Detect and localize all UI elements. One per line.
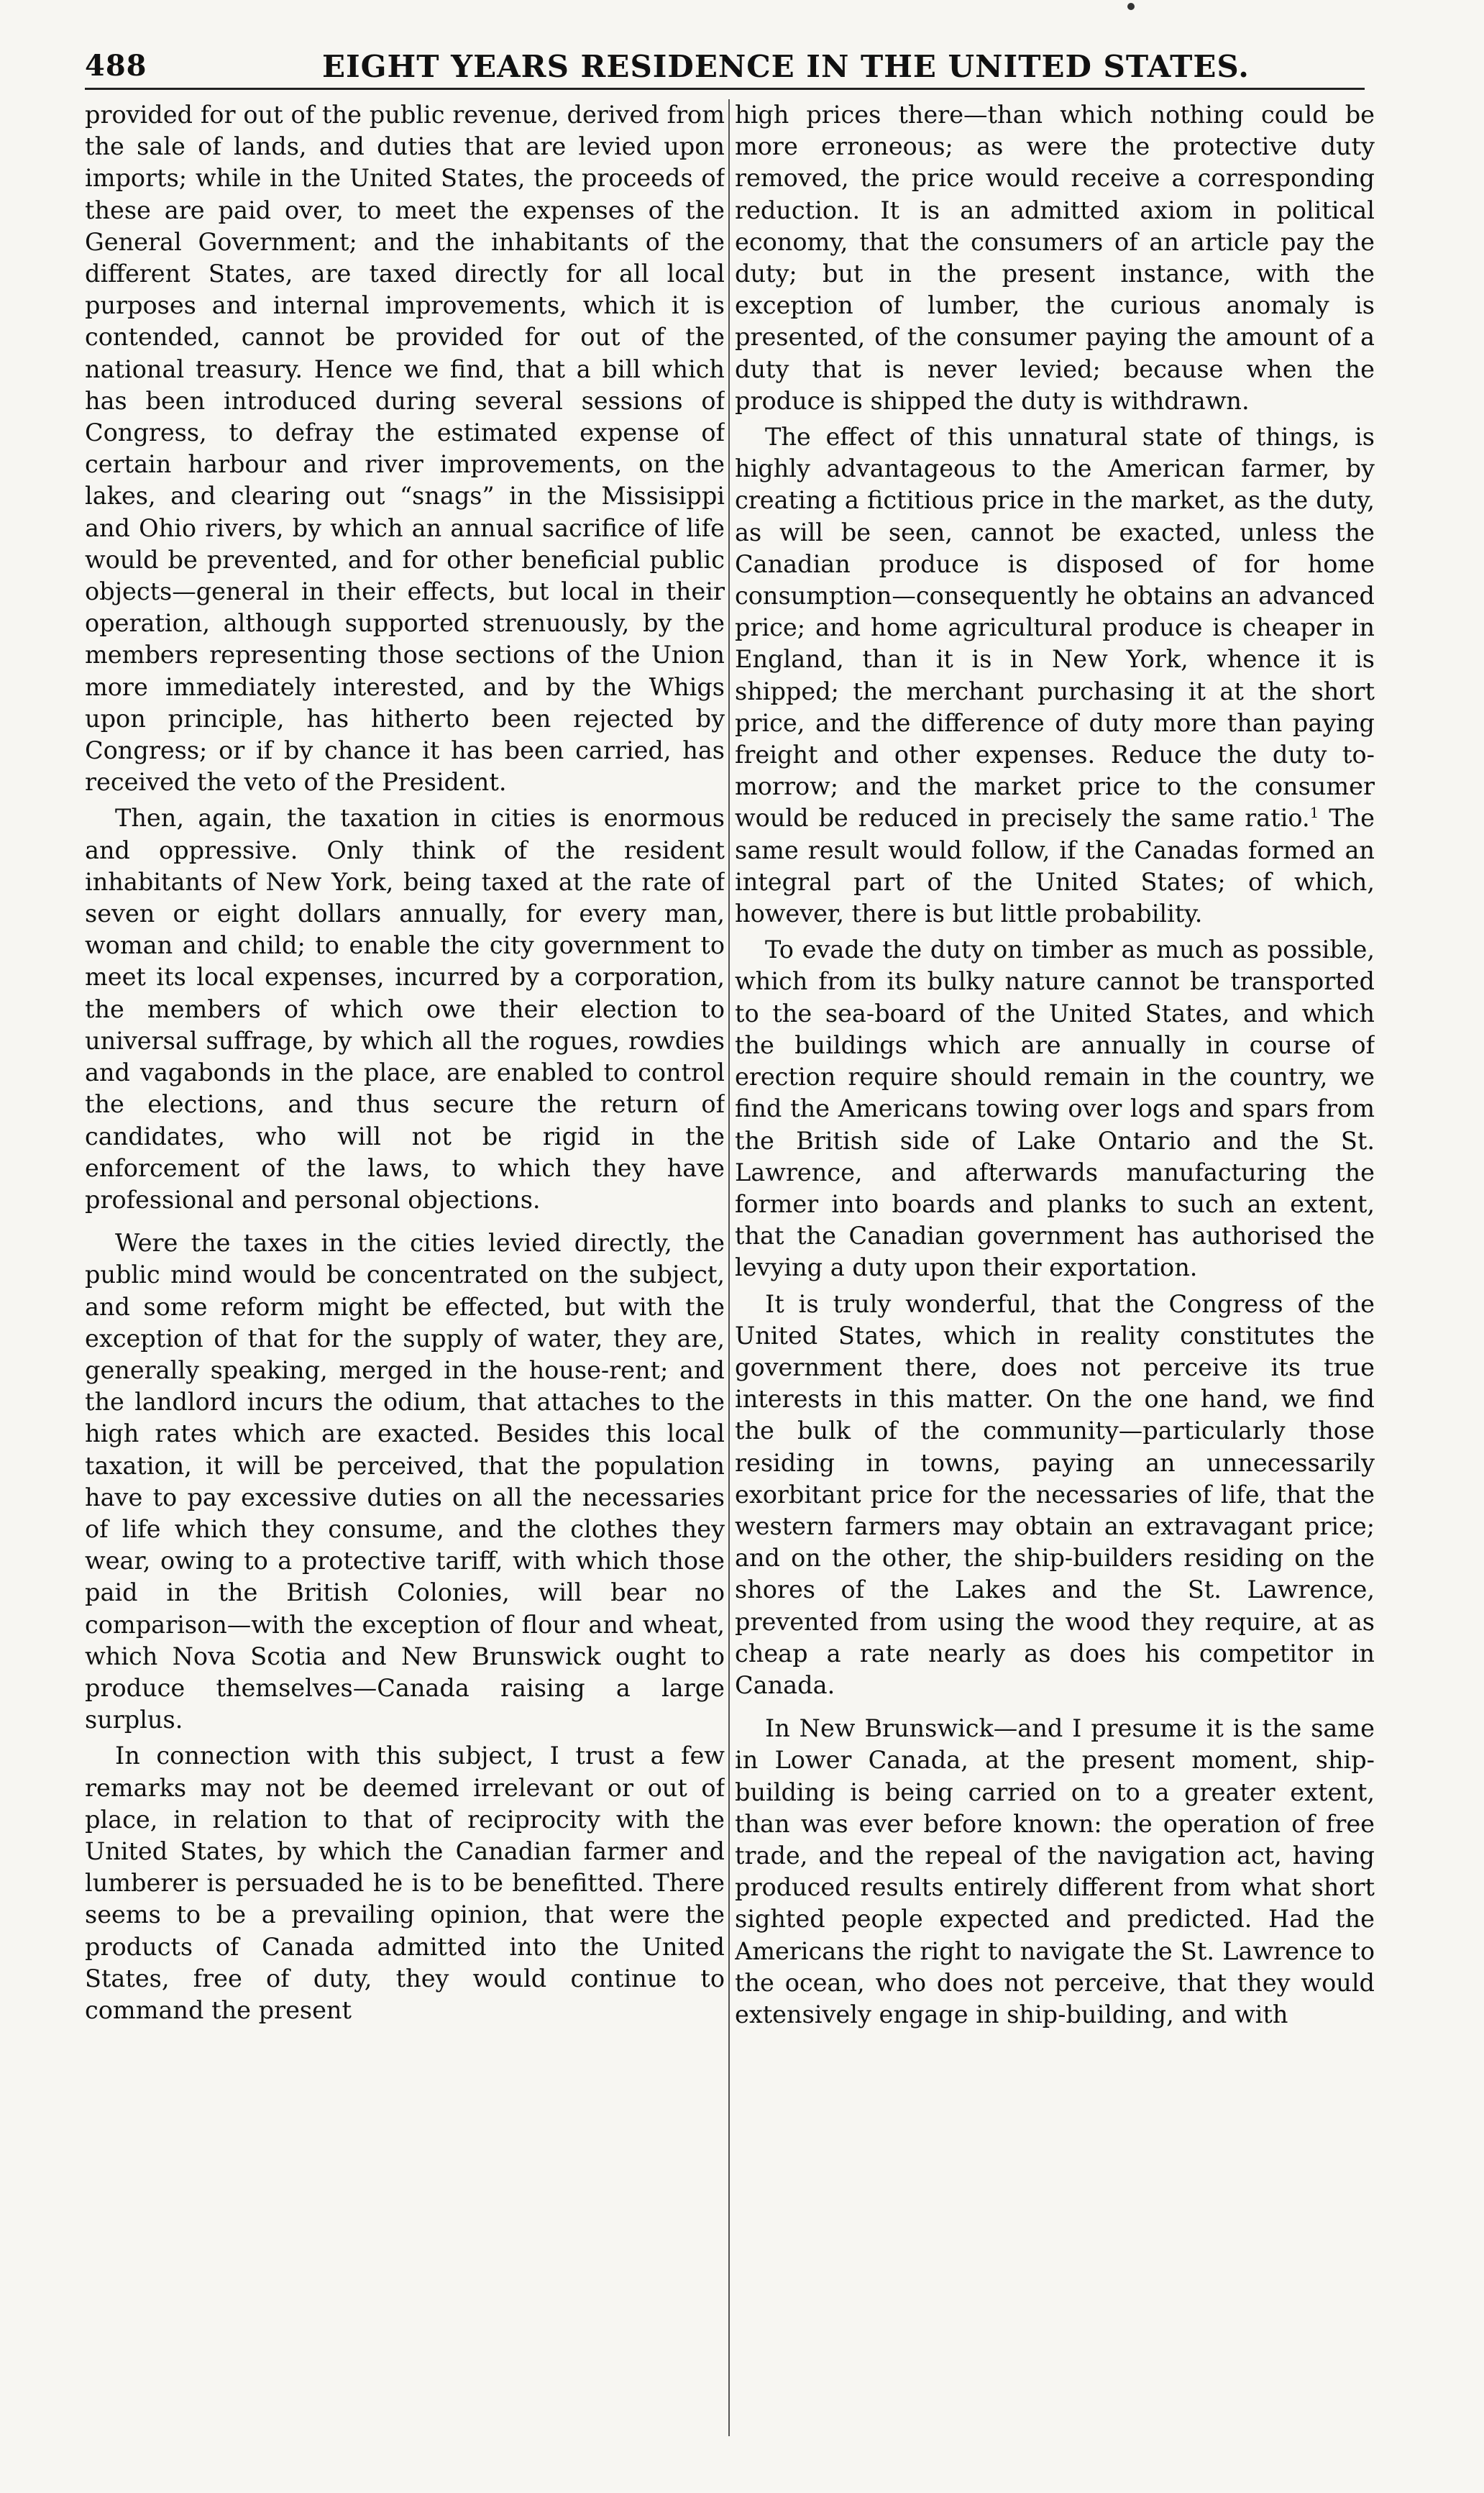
left-column	[85, 99, 725, 2465]
paragraph	[735, 421, 1375, 930]
page-header	[85, 45, 1365, 90]
paragraph: In New Brunswick—and I presume it is the same in Lower Canada, at the present moment, ship-building is being carried on to a greater extent, than was ever before known: the operation of free trade, and the repeal of the navigation act, having produced results entirely different from what short sighted people expected and predicted. Had the Americans the right to navigate the St. Lawrence to the ocean, who does not perceive, that they would extensively engage in ship-building, and with	[735, 1714, 1375, 2028]
paragraph: high prices there—than which nothing could be more erroneous; as were the protective duty removed, the price would receive a corresponding reduction. It is an admitted axiom in political economy, that the consumers of an article pay the duty; but in the present instance, with the exception of lumber, the curious anomaly is presented, of the consumer paying the amount of a duty that is never levied; because when the produce is shipped the duty is withdrawn.	[735, 101, 1375, 415]
paragraph-text: The effect of this unnatural state of things, is highly advantageous to the American farmer, by creating a fictitious price in the market, as the duty, as will be seen, cannot be exacted, unless the Canadian produce is disposed of for home consumption—consequently he obtains an advanced price; and home agricultural produce is cheaper in England, than it is in New York, whence it is shipped; the merchant purchasing it at the short price, and the difference of duty more than paying freight and other expenses. Reduce the duty to-morrow; and the market price to the consumer would be reduced in precisely the same ratio.	[735, 423, 1375, 833]
column-divider	[728, 99, 730, 2436]
paragraph: In connection with this subject, I trust a few remarks may not be deemed irrelevant or out of place, in relation to that of reciprocity with the United States, by which the Canadian farmer and lumberer is persuaded he is to be benefitted. There seems to be a prevailing opinion, that were the products of Canada admitted into the United States, free of duty, they would continue to command the present	[85, 1742, 725, 2024]
ink-speck	[1127, 3, 1135, 10]
page-number: 488	[85, 49, 147, 83]
right-column	[735, 99, 1375, 2465]
footnote-mark[interactable]: 1	[1309, 804, 1319, 822]
paragraph: Then, again, the taxation in cities is enormous and oppressive. Only think of the resident inhabitants of New York, being taxed at the rate of seven or eight dollars annually, for every man, woman and child; to enable the city government to meet its local expenses, incurred by a corporation, the members of which owe their election to universal suffrage, by which all the rogues, rowdies and vagabonds in the place, are enabled to control the elections, and thus secure the return of candidates, who will not be rigid in the enforcement of the laws, to which they have professional and personal objections.	[85, 804, 725, 1214]
paragraph: provided for out of the public revenue, derived from the sale of lands, and duties that are levied upon imports; while in the United States, the proceeds of these are paid over, to meet the expenses of the General Government; and the inhabitants of the different States, are taxed directly for all local purposes and internal improvements, which it is contended, cannot be provided for out of the national treasury. Hence we find, that a bill which has been introduced during several sessions of Congress, to defray the estimated expense of certain harbour and river improvements, on the lakes, and clearing out “snags” in the Missisippi and Ohio rivers, by which an annual sacrifice of life would be prevented, and for other beneficial public objects—general in their effects, but local in their operation, although supported strenuously, by the members representing those sections of the Union more immediately interested, and by the Whigs upon principle, has hitherto been rejected by Congress; or if by chance it has been carried, has received the veto of the President.	[85, 101, 725, 797]
running-head: EIGHT YEARS RESIDENCE IN THE UNITED STATES.	[322, 49, 1250, 84]
paragraph-text: The same result would follow, if the Canadas formed an integral part of the United States; of which, however, there is but little probability.	[735, 804, 1375, 928]
paragraph: To evade the duty on timber as much as possible, which from its bulky nature cannot be transported to the sea-board of the United States, and which the buildings which are annually in course of erection require should remain in the country, we find the Americans towing over logs and spars from the British side of Lake Ontario and the St. Lawrence, and afterwards manufacturing the former into boards and planks to such an extent, that the Canadian government has authorised the levying a duty upon their exportation.	[735, 936, 1375, 1282]
paragraph: It is truly wonderful, that the Congress of the United States, which in reality constitutes the government there, does not perceive its true interests in this matter. On the one hand, we find the bulk of the community—particularly those residing in towns, paying an unnecessarily exorbitant price for the necessaries of life, that the western farmers may obtain an extravagant price; and on the other, the ship-builders residing on the shores of the Lakes and the St. Lawrence, prevented from using the wood they require, at as cheap a rate nearly as does his competitor in Canada.	[735, 1289, 1375, 1699]
paragraph: Were the taxes in the cities levied directly, the public mind would be concentrated on the subject, and some reform might be effected, but with the exception of that for the supply of water, they are, generally speaking, merged in the house-rent; and the landlord incurs the odium, that attaches to the high rates which are exacted. Besides this local taxation, it will be perceived, that the population have to pay excessive duties on all the necessaries of life which they consume, and the clothes they wear, owing to a protective tariff, with which those paid in the British Colonies, will bear no comparison—with the exception of flour and wheat, which Nova Scotia and New Brunswick ought to produce themselves—Canada raising a large surplus.	[85, 1229, 725, 1734]
